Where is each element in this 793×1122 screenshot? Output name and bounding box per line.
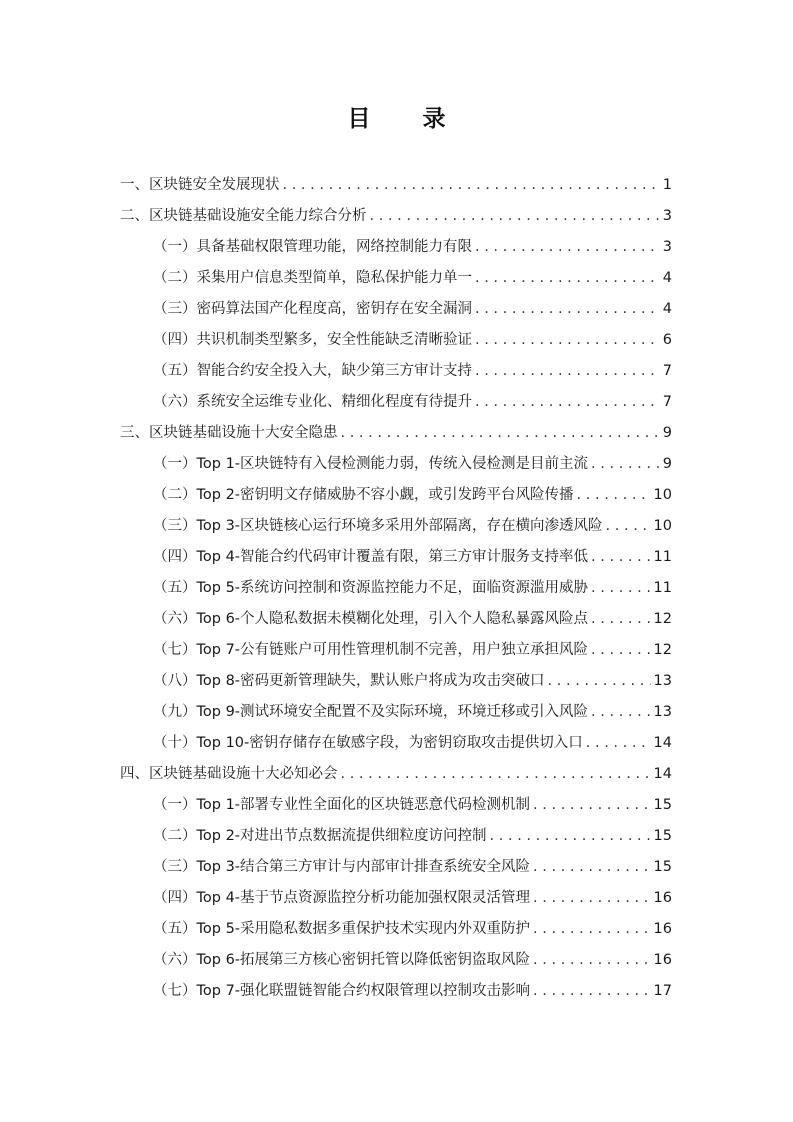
toc-dot-leader: [591, 542, 651, 573]
toc-page-number: 15: [653, 828, 672, 844]
toc-page-number: 7: [662, 363, 672, 379]
toc-dot-leader: [341, 759, 651, 790]
toc-dot-leader: [591, 604, 651, 635]
toc-page-number: 9: [662, 456, 672, 472]
toc-page-number: 13: [653, 704, 672, 720]
toc-page-number: 14: [653, 735, 672, 751]
toc-subsection-entry[interactable]: [120, 449, 672, 480]
toc-page-number: 16: [653, 952, 672, 968]
toc-entry-title: （三）密码算法国产化程度高，密钥存在安全漏洞: [153, 301, 472, 317]
toc-subsection-entry[interactable]: [120, 914, 672, 945]
toc-entry-title: 四、区块链基础设施十大必知必会: [120, 766, 338, 782]
toc-dot-leader: [577, 480, 651, 511]
toc-page-number: 4: [662, 270, 672, 286]
toc-page-number: 9: [662, 425, 672, 441]
toc-subsection-entry[interactable]: [120, 480, 672, 511]
toc-subsection-entry[interactable]: [120, 294, 672, 325]
toc-page-number: 17: [653, 983, 672, 999]
toc-entry-title: 一、区块链安全发展现状: [120, 177, 280, 193]
toc-subsection-entry[interactable]: [120, 790, 672, 821]
toc-page-number: 15: [653, 859, 672, 875]
toc-subsection-entry[interactable]: [120, 976, 672, 1007]
toc-entry-title: （一）Top 1-部署专业性全面化的区块链恶意代码检测机制: [153, 797, 531, 813]
toc-section-entry[interactable]: [120, 170, 672, 201]
page-title: 目 录: [347, 106, 468, 132]
toc-page-number: 3: [662, 239, 672, 255]
toc-page-number: 6: [662, 332, 672, 348]
toc-section-entry[interactable]: [120, 418, 672, 449]
toc-subsection-entry[interactable]: [120, 821, 672, 852]
toc-page-number: 16: [653, 890, 672, 906]
toc-page-number: 15: [653, 797, 672, 813]
toc-entry-title: （六）Top 6-拓展第三方核心密钥托管以降低密钥盗取风险: [153, 952, 531, 968]
toc-page-number: 4: [662, 301, 672, 317]
toc-entry-title: （一）Top 1-区块链特有入侵检测能力弱，传统入侵检测是目前主流: [153, 456, 589, 472]
toc-entry-title: （二）采集用户信息类型简单，隐私保护能力单一: [153, 270, 472, 286]
toc-page-number: 3: [662, 208, 672, 224]
toc-entry-title: （十）Top 10-密钥存储存在敏感字段，为密钥窃取攻击提供切入口: [153, 735, 583, 751]
toc-entry-title: 三、区块链基础设施十大安全隐患: [120, 425, 338, 441]
toc-page-number: 11: [653, 549, 672, 565]
toc-dot-leader: [591, 573, 651, 604]
toc-dot-leader: [475, 232, 660, 263]
toc-dot-leader: [533, 976, 651, 1007]
toc-subsection-entry[interactable]: [120, 883, 672, 914]
toc-entry-title: （三）Top 3-区块链核心运行环境多采用外部隔离，存在横向渗透风险: [153, 518, 603, 534]
toc-entry-title: （九）Top 9-测试环境安全配置不及实际环境，环境迁移或引入风险: [153, 704, 589, 720]
toc-entry-title: （八）Top 8-密码更新管理缺失，默认账户将成为攻击突破口: [153, 673, 545, 689]
toc-entry-title: （三）Top 3-结合第三方审计与内部审计排查系统安全风险: [153, 859, 531, 875]
toc-entry-title: （五）智能合约安全投入大，缺少第三方审计支持: [153, 363, 472, 379]
toc-subsection-entry[interactable]: [120, 635, 672, 666]
toc-dot-leader: [533, 883, 651, 914]
toc-subsection-entry[interactable]: [120, 325, 672, 356]
toc-dot-leader: [586, 728, 651, 759]
toc-dot-leader: [475, 325, 660, 356]
toc-dot-leader: [591, 449, 660, 480]
toc-subsection-entry[interactable]: [120, 511, 672, 542]
toc-page-number: 12: [653, 611, 672, 627]
toc-subsection-entry[interactable]: [120, 356, 672, 387]
toc-subsection-entry[interactable]: [120, 387, 672, 418]
toc-dot-leader: [533, 852, 651, 883]
toc-entry-title: （七）Top 7-公有链账户可用性管理机制不完善，用户独立承担风险: [153, 642, 589, 658]
toc-subsection-entry[interactable]: [120, 604, 672, 635]
toc-dot-leader: [591, 635, 651, 666]
toc-subsection-entry[interactable]: [120, 263, 672, 294]
toc-entry-title: （一）具备基础权限管理功能，网络控制能力有限: [153, 239, 472, 255]
toc-dot-leader: [606, 511, 651, 542]
toc-subsection-entry[interactable]: [120, 666, 672, 697]
toc-subsection-entry[interactable]: [120, 573, 672, 604]
toc-entry-title: （五）Top 5-系统访问控制和资源监控能力不足，面临资源滥用威胁: [153, 580, 589, 596]
toc-dot-leader: [283, 170, 660, 201]
toc-subsection-entry[interactable]: [120, 852, 672, 883]
toc-dot-leader: [341, 418, 660, 449]
toc-page-number: 7: [662, 394, 672, 410]
toc-dot-leader: [533, 790, 651, 821]
table-of-contents: [120, 170, 672, 1007]
toc-entry-title: （二）Top 2-对进出节点数据流提供细粒度访问控制: [153, 828, 487, 844]
toc-dot-leader: [548, 666, 651, 697]
toc-subsection-entry[interactable]: [120, 728, 672, 759]
toc-page-number: 16: [653, 921, 672, 937]
toc-entry-title: （五）Top 5-采用隐私数据多重保护技术实现内外双重防护: [153, 921, 531, 937]
toc-dot-leader: [533, 914, 651, 945]
toc-subsection-entry[interactable]: [120, 945, 672, 976]
toc-dot-leader: [475, 294, 660, 325]
toc-dot-leader: [533, 945, 651, 976]
toc-subsection-entry[interactable]: [120, 542, 672, 573]
toc-page-number: 10: [653, 487, 672, 503]
toc-subsection-entry[interactable]: [120, 232, 672, 263]
toc-page-number: 12: [653, 642, 672, 658]
toc-entry-title: （六）Top 6-个人隐私数据未模糊化处理，引入个人隐私暴露风险点: [153, 611, 589, 627]
toc-entry-title: （四）Top 4-智能合约代码审计覆盖有限，第三方审计服务支持率低: [153, 549, 589, 565]
toc-entry-title: 二、区块链基础设施安全能力综合分析: [120, 208, 367, 224]
toc-dot-leader: [475, 263, 660, 294]
toc-dot-leader: [591, 697, 651, 728]
toc-entry-title: （二）Top 2-密钥明文存储威胁不容小觑，或引发跨平台风险传播: [153, 487, 574, 503]
toc-page-number: 11: [653, 580, 672, 596]
toc-entry-title: （六）系统安全运维专业化、精细化程度有待提升: [153, 394, 472, 410]
toc-page-number: 10: [653, 518, 672, 534]
toc-dot-leader: [490, 821, 651, 852]
toc-page-number: 14: [653, 766, 672, 782]
toc-page-number: 1: [662, 177, 672, 193]
toc-entry-title: （四）共识机制类型繁多，安全性能缺乏清晰验证: [153, 332, 472, 348]
toc-section-entry[interactable]: [120, 759, 672, 790]
toc-dot-leader: [475, 387, 660, 418]
toc-page-number: 13: [653, 673, 672, 689]
toc-entry-title: （四）Top 4-基于节点资源监控分析功能加强权限灵活管理: [153, 890, 531, 906]
toc-dot-leader: [475, 356, 660, 387]
toc-dot-leader: [370, 201, 660, 232]
toc-section-entry[interactable]: [120, 201, 672, 232]
toc-subsection-entry[interactable]: [120, 697, 672, 728]
toc-entry-title: （七）Top 7-强化联盟链智能合约权限管理以控制攻击影响: [153, 983, 531, 999]
